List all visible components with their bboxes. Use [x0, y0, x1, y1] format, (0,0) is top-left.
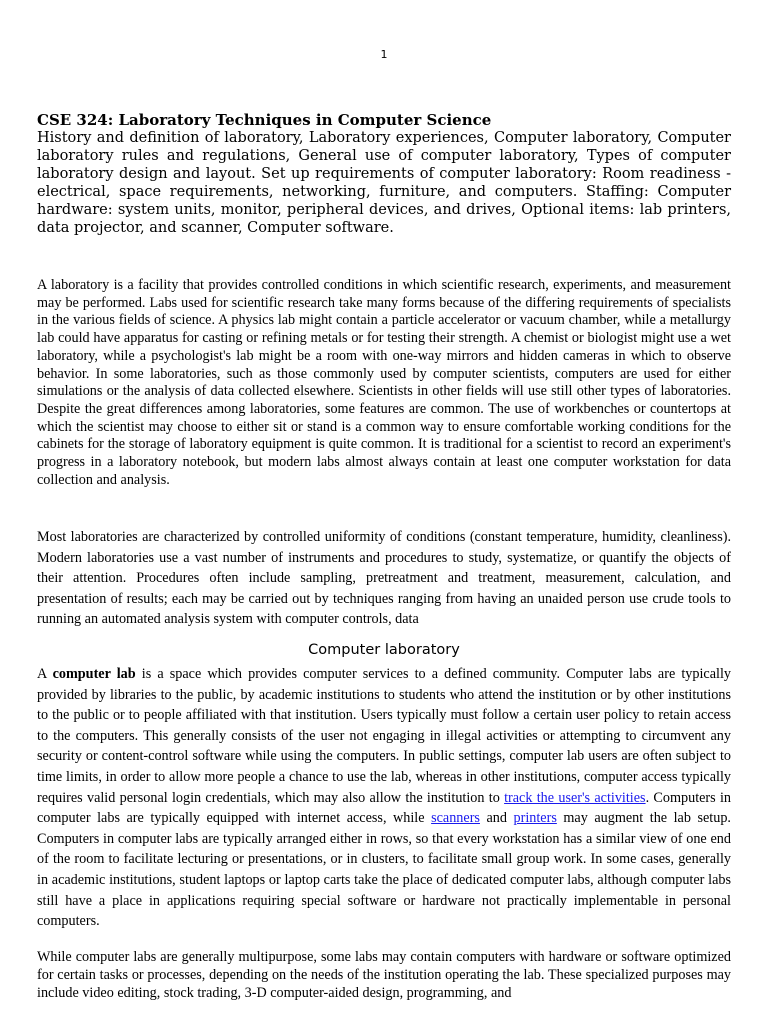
text-run: may augment the lab setup. Computers in computer labs are typically arranged either in rows, so that every workstation has a similar view of one end of the room to facilitate lecturing or presentations, or in clusters, to facilitate small group work. In some cases, generally in academic institutions, student laptops or laptop carts take the place of dedicated computer labs, although computer labs still have a place in applications requiring special software or hardware not practically implementable in personal computers.	[37, 810, 731, 930]
section-heading-computer-laboratory: Computer laboratory	[308, 642, 460, 658]
course-title: CSE 324: Laboratory Techniques in Computer Science	[37, 111, 492, 129]
text-run: is a space which provides computer services to a defined community. Computer labs are typically provided by libraries to the public, by academic institutions to students who attend the institution or by other institutions to the public or to people affiliated with that institution. Users typically must follow a certain user policy to retain access to the computers. This generally consists of the user not engaging in illegal activities or attempting to circumvent any security or content-control software while using the computers. In public settings, computer lab users are often subject to time limits, in order to allow more people a chance to use the lab, whereas in other institutions, computer access typically requires valid personal login credentials, which may also allow the institution to	[37, 666, 731, 806]
paragraph-computer-lab	[37, 664, 731, 932]
link-scanners[interactable]: scanners	[431, 810, 480, 827]
link-printers[interactable]: printers	[513, 810, 557, 827]
page-number: 1	[380, 48, 388, 61]
course-description: History and definition of laboratory, Laboratory experiences, Computer laboratory, Computer laboratory rules and regulations, General use of computer laboratory, Types of computer laboratory design and layout. Set up requirements of computer laboratory: Room readiness - electrical, space requirements, networking, furniture, and computers. Staffing: Computer hardware: system units, monitor, peripheral devices, and drives, Optional items: lab printers, data projector, and scanner, Computer software.	[37, 130, 731, 236]
text-run: . Computers in computer labs are typically equipped with internet access, while	[37, 789, 731, 827]
paragraph-specialized-labs: While computer labs are generally multipurpose, some labs may contain computers with hardware or software optimized for certain tasks or processes, depending on the needs of the institution operating the lab. These specialized purposes may include video editing, stock trading, 3-D computer-aided design, programming, and	[37, 949, 731, 1001]
paragraph-laboratory-definition: A laboratory is a facility that provides controlled conditions in which scientific research, experiments, and measurement may be performed. Labs used for scientific research take many forms because of the differing requirements of specialists in the various fields of science. A physics lab might contain a particle accelerator or vacuum chamber, while a metallurgy lab could have apparatus for casting or refining metals or for testing their strength. A chemist or biologist might use a wet laboratory, while a psychologist's lab might be a room with one-way mirrors and hidden cameras in which to observe behavior. In some laboratories, such as those commonly used by computer scientists, computers are used for either simulations or the analysis of data collected elsewhere. Scientists in other fields will use still other types of laboratories. Despite the great differences among laboratories, some features are common. The use of workbenches or countertops at which the scientist may choose to either sit or stand is a common way to ensure comfortable working conditions for the cabinets for the storage of laboratory equipment is quite common. It is traditional for a scientist to record an experiment's progress in a laboratory notebook, but modern labs almost always contain at least one computer workstation for data collection and analysis.	[37, 277, 731, 488]
term-computer-lab: computer lab	[52, 666, 136, 682]
course-header	[37, 111, 731, 237]
text-run: and	[479, 810, 514, 827]
link-track-user-activities[interactable]: track the user's activities	[504, 789, 646, 806]
text-run: A	[37, 666, 53, 682]
paragraph-laboratory-characteristics: Most laboratories are characterized by controlled uniformity of conditions (constant temperature, humidity, cleanliness). Modern laboratories use a vast number of instruments and procedures to study, systematize, or quantify the objects of their attention. Procedures often include sampling, pretreatment and treatment, measurement, calculation, and presentation of results; each may be carried out by techniques ranging from having an unaided person use crude tools to running an automated analysis system with computer controls, data	[37, 529, 731, 628]
